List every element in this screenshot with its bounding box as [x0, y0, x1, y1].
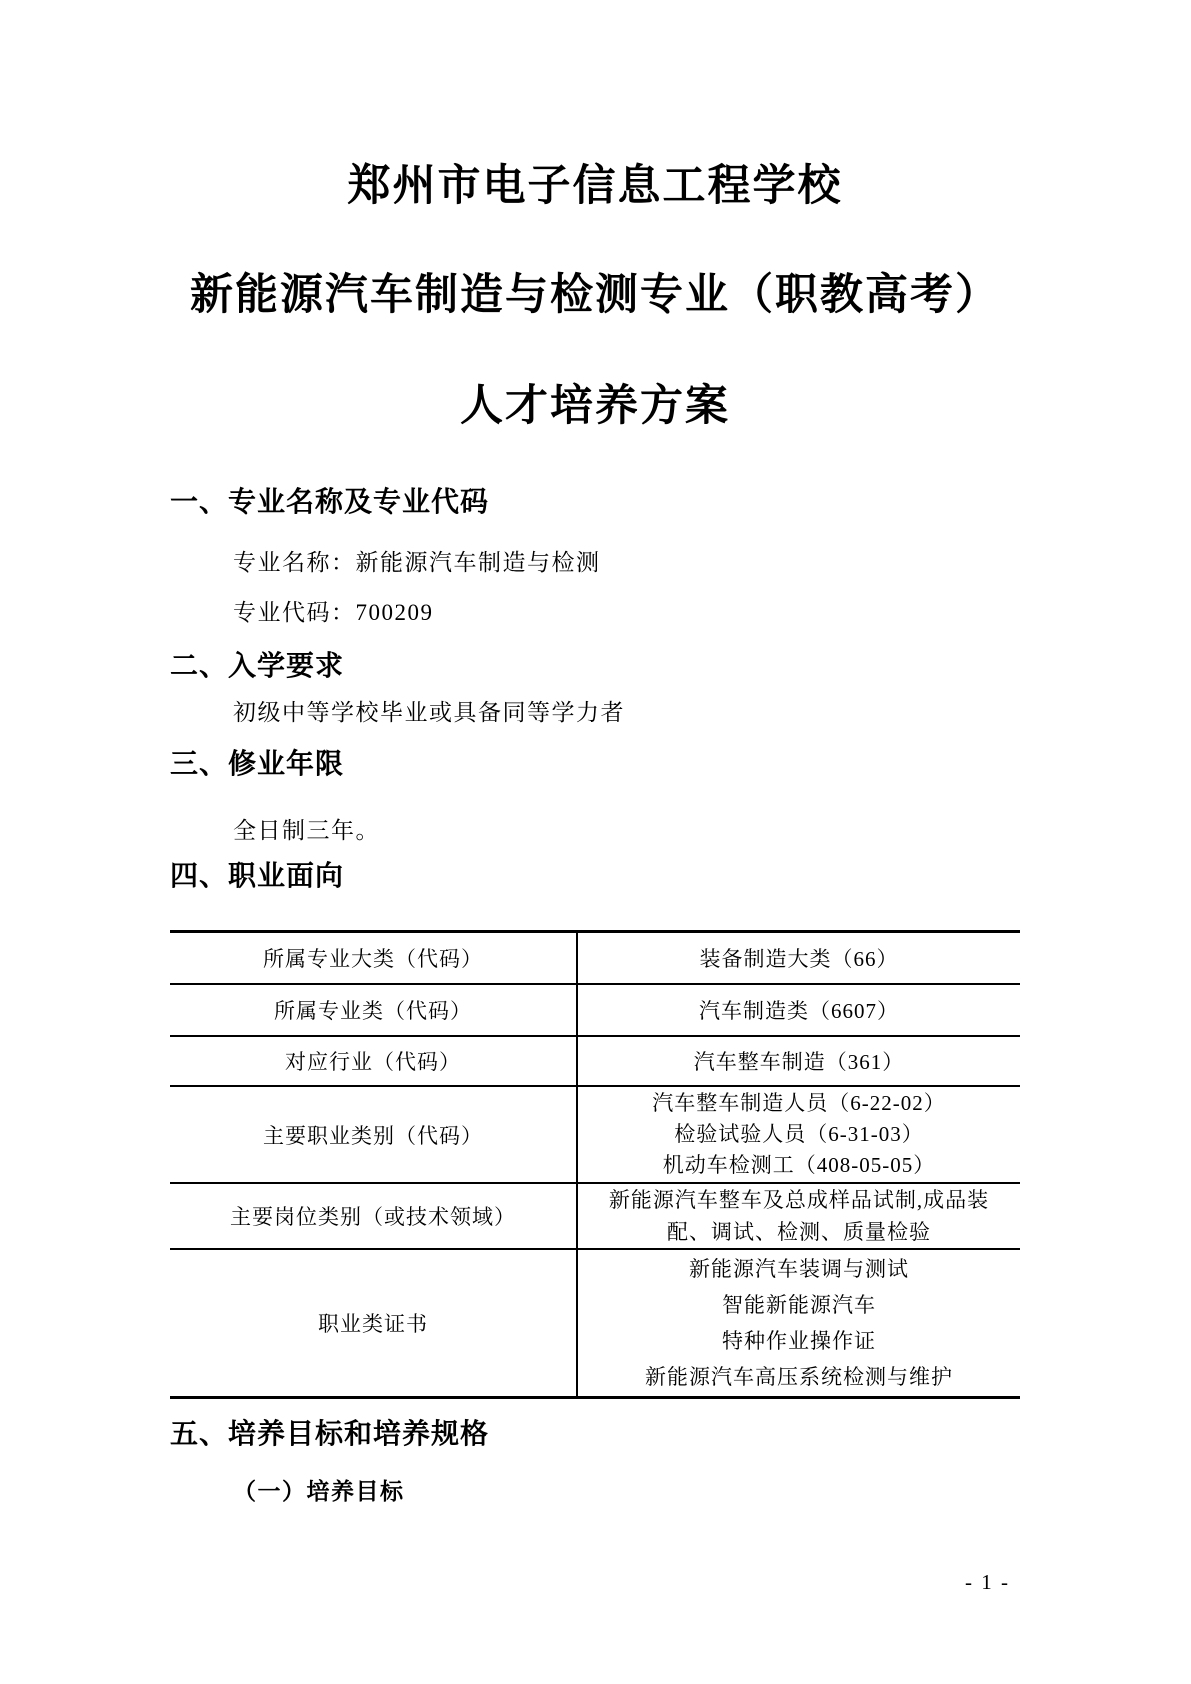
section-heading-objectives: 五、培养目标和培养规格: [170, 1418, 490, 1449]
career-table-row-value: [578, 1037, 1020, 1085]
career-table-row-label: 主要岗位类别（或技术领域）: [170, 1184, 578, 1248]
career-table-value-line: 特种作业操作证: [722, 1329, 876, 1353]
paragraph-major-name: 专业名称：新能源汽车制造与检测: [233, 550, 601, 575]
career-table-row: [170, 1037, 1020, 1087]
career-table-row-value: [578, 1087, 1020, 1182]
career-table-value-line: 新能源汽车装调与测试: [689, 1257, 909, 1281]
section-heading-duration: 三、修业年限: [170, 748, 345, 779]
career-table-row-label: 职业类证书: [170, 1250, 578, 1396]
career-table-row: [170, 1087, 1020, 1184]
section-heading-admission: 二、入学要求: [170, 650, 345, 681]
career-table-value-line: 配、调试、检测、质量检验: [667, 1220, 931, 1244]
career-table-row-value: [578, 1250, 1020, 1396]
career-table-row-value: [578, 985, 1020, 1035]
career-table-row-value: [578, 933, 1020, 983]
document-title-plan: 人才培养方案: [460, 383, 730, 430]
section-heading-major-info: 一、专业名称及专业代码: [170, 486, 490, 517]
page-number: - 1 -: [965, 1570, 1010, 1594]
career-table-value-line: 新能源汽车高压系统检测与维护: [645, 1365, 953, 1389]
career-table-value-line: 装备制造大类（66）: [699, 947, 899, 971]
subsection-heading-training-objective: （一）培养目标: [233, 1479, 405, 1504]
document-title-school: 郑州市电子信息工程学校: [347, 163, 843, 210]
career-table-value-line: 检验试验人员（6-31-03）: [674, 1122, 924, 1146]
career-table-row: [170, 1184, 1020, 1250]
career-table-row-value: [578, 1184, 1020, 1248]
career-table-row: [170, 985, 1020, 1037]
career-table-value-line: 汽车整车制造人员（6-22-02）: [652, 1091, 946, 1115]
career-table-value-line: 机动车检测工（408-05-05）: [662, 1153, 936, 1177]
career-table-value-line: 智能新能源汽车: [722, 1293, 876, 1317]
career-table: [170, 930, 1020, 1399]
career-table-row-label: 主要职业类别（代码）: [170, 1087, 578, 1182]
career-table-row: [170, 1250, 1020, 1396]
career-table-row-label: 所属专业大类（代码）: [170, 933, 578, 983]
paragraph-admission: 初级中等学校毕业或具备同等学力者: [233, 700, 625, 725]
career-table-row: [170, 933, 1020, 985]
career-table-value-line: 汽车整车制造（361）: [693, 1050, 905, 1074]
document-title-major: 新能源汽车制造与检测专业（职教高考）: [190, 272, 1000, 319]
paragraph-major-code: 专业代码：700209: [233, 600, 434, 625]
career-table-value-line: 新能源汽车整车及总成样品试制,成品装: [608, 1188, 990, 1212]
career-table-row-label: 对应行业（代码）: [170, 1037, 578, 1085]
paragraph-duration: 全日制三年。: [233, 818, 380, 843]
career-table-row-label: 所属专业类（代码）: [170, 985, 578, 1035]
section-heading-career: 四、职业面向: [170, 860, 345, 891]
career-table-value-line: 汽车制造类（6607）: [699, 999, 899, 1023]
